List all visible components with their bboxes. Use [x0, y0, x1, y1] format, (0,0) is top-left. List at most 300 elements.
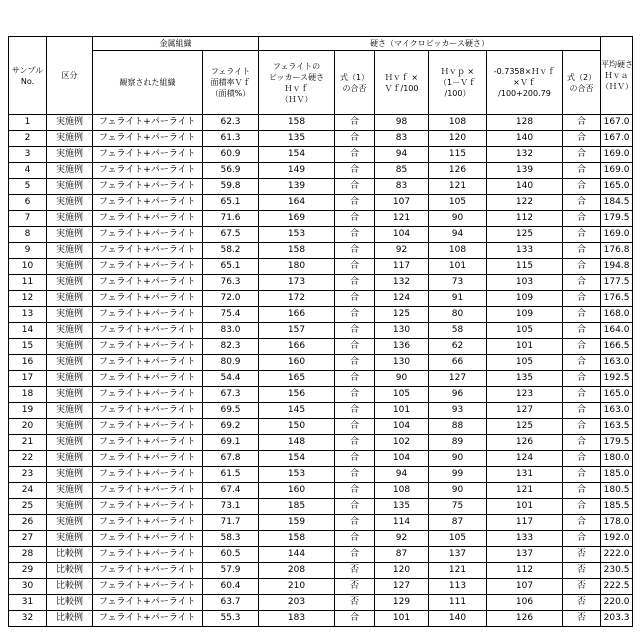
cell-kubun: 実施例 — [47, 339, 93, 355]
cell-structure: フェライト+パーライト — [93, 307, 203, 323]
cell-formula: 124 — [487, 451, 563, 467]
cell-eq2-pass: 否 — [563, 595, 601, 611]
cell-hvf-vf: 104 — [375, 419, 429, 435]
cell-eq1-pass: 合 — [335, 195, 375, 211]
cell-formula: 123 — [487, 387, 563, 403]
cell-hvf-vf: 114 — [375, 515, 429, 531]
cell-structure: フェライト+パーライト — [93, 563, 203, 579]
cell-ferrite-hv: 203 — [259, 595, 335, 611]
cell-avg-hardness: 192.0 — [601, 531, 633, 547]
cell-sample-no: 10 — [9, 259, 47, 275]
table-row — [9, 115, 633, 131]
cell-eq1-pass: 合 — [335, 483, 375, 499]
cell-sample-no: 32 — [9, 611, 47, 627]
cell-eq2-pass: 合 — [563, 419, 601, 435]
table-row — [9, 467, 633, 483]
cell-ferrite-area: 57.9 — [203, 563, 259, 579]
cell-structure: フェライト+パーライト — [93, 451, 203, 467]
cell-ferrite-area: 67.3 — [203, 387, 259, 403]
cell-eq2-pass: 否 — [563, 611, 601, 627]
table-row — [9, 403, 633, 419]
cell-structure: フェライト+パーライト — [93, 435, 203, 451]
cell-eq1-pass: 合 — [335, 419, 375, 435]
cell-ferrite-area: 69.1 — [203, 435, 259, 451]
cell-kubun: 比較例 — [47, 547, 93, 563]
cell-eq2-pass: 合 — [563, 147, 601, 163]
table-row — [9, 579, 633, 595]
cell-structure: フェライト+パーライト — [93, 115, 203, 131]
header-hvf-vf: Ｈｖｆ × Ｖｆ/100 — [375, 51, 429, 115]
cell-hvf-vf: 101 — [375, 611, 429, 627]
cell-structure: フェライト+パーライト — [93, 579, 203, 595]
cell-eq2-pass: 合 — [563, 451, 601, 467]
table-row — [9, 387, 633, 403]
table-row — [9, 259, 633, 275]
cell-formula: 133 — [487, 531, 563, 547]
cell-kubun: 実施例 — [47, 387, 93, 403]
cell-hvf-vf: 127 — [375, 579, 429, 595]
table-row — [9, 515, 633, 531]
cell-eq1-pass: 合 — [335, 387, 375, 403]
cell-ferrite-hv: 156 — [259, 387, 335, 403]
cell-eq2-pass: 合 — [563, 179, 601, 195]
cell-formula: 127 — [487, 403, 563, 419]
cell-formula: 103 — [487, 275, 563, 291]
cell-hvp: 115 — [429, 147, 487, 163]
cell-hvp: 111 — [429, 595, 487, 611]
cell-formula: 131 — [487, 467, 563, 483]
table-row — [9, 371, 633, 387]
table-row — [9, 435, 633, 451]
table-row — [9, 179, 633, 195]
cell-ferrite-area: 62.3 — [203, 115, 259, 131]
cell-kubun: 実施例 — [47, 467, 93, 483]
cell-eq2-pass: 合 — [563, 531, 601, 547]
cell-ferrite-hv: 165 — [259, 371, 335, 387]
cell-formula: 128 — [487, 115, 563, 131]
cell-avg-hardness: 166.5 — [601, 339, 633, 355]
cell-eq1-pass: 合 — [335, 259, 375, 275]
cell-eq1-pass: 否 — [335, 579, 375, 595]
cell-avg-hardness: 164.0 — [601, 323, 633, 339]
cell-hvp: 75 — [429, 499, 487, 515]
data-table-container — [8, 36, 632, 627]
cell-hvp: 127 — [429, 371, 487, 387]
cell-avg-hardness: 163.0 — [601, 403, 633, 419]
cell-avg-hardness: 167.0 — [601, 115, 633, 131]
cell-hvp: 91 — [429, 291, 487, 307]
cell-eq2-pass: 合 — [563, 371, 601, 387]
cell-hvp: 99 — [429, 467, 487, 483]
cell-eq1-pass: 合 — [335, 355, 375, 371]
cell-avg-hardness: 180.5 — [601, 483, 633, 499]
cell-eq2-pass: 否 — [563, 563, 601, 579]
cell-hvf-vf: 130 — [375, 323, 429, 339]
cell-kubun: 実施例 — [47, 179, 93, 195]
cell-hvp: 105 — [429, 531, 487, 547]
cell-hvf-vf: 92 — [375, 531, 429, 547]
cell-hvf-vf: 117 — [375, 259, 429, 275]
cell-avg-hardness: 203.3 — [601, 611, 633, 627]
cell-formula: 109 — [487, 307, 563, 323]
table-row — [9, 275, 633, 291]
cell-hvf-vf: 83 — [375, 179, 429, 195]
cell-ferrite-area: 76.3 — [203, 275, 259, 291]
cell-hvp: 108 — [429, 243, 487, 259]
cell-sample-no: 17 — [9, 371, 47, 387]
cell-ferrite-hv: 149 — [259, 163, 335, 179]
cell-ferrite-area: 82.3 — [203, 339, 259, 355]
cell-hvf-vf: 101 — [375, 403, 429, 419]
cell-hvf-vf: 107 — [375, 195, 429, 211]
cell-sample-no: 13 — [9, 307, 47, 323]
cell-formula: 132 — [487, 147, 563, 163]
cell-kubun: 実施例 — [47, 371, 93, 387]
table-row — [9, 163, 633, 179]
cell-structure: フェライト+パーライト — [93, 387, 203, 403]
cell-avg-hardness: 165.0 — [601, 179, 633, 195]
cell-eq1-pass: 合 — [335, 499, 375, 515]
table-body — [9, 115, 633, 627]
cell-ferrite-area: 60.4 — [203, 579, 259, 595]
cell-sample-no: 30 — [9, 579, 47, 595]
cell-ferrite-hv: 148 — [259, 435, 335, 451]
cell-formula: 140 — [487, 131, 563, 147]
cell-structure: フェライト+パーライト — [93, 211, 203, 227]
table-row — [9, 531, 633, 547]
cell-structure: フェライト+パーライト — [93, 403, 203, 419]
cell-eq1-pass: 合 — [335, 243, 375, 259]
cell-ferrite-hv: 157 — [259, 323, 335, 339]
cell-hvf-vf: 83 — [375, 131, 429, 147]
cell-ferrite-area: 73.1 — [203, 499, 259, 515]
cell-kubun: 実施例 — [47, 227, 93, 243]
cell-sample-no: 8 — [9, 227, 47, 243]
cell-hvf-vf: 92 — [375, 243, 429, 259]
cell-kubun: 実施例 — [47, 243, 93, 259]
cell-sample-no: 22 — [9, 451, 47, 467]
cell-avg-hardness: 194.8 — [601, 259, 633, 275]
header-avg-hardness: 平均硬さ Ｈｖａ （ＨＶ） — [601, 37, 633, 115]
cell-ferrite-area: 80.9 — [203, 355, 259, 371]
cell-hvp: 94 — [429, 227, 487, 243]
cell-sample-no: 24 — [9, 483, 47, 499]
cell-formula: 105 — [487, 355, 563, 371]
cell-sample-no: 28 — [9, 547, 47, 563]
cell-eq2-pass: 合 — [563, 355, 601, 371]
cell-hvp: 126 — [429, 163, 487, 179]
table-row — [9, 131, 633, 147]
cell-hvf-vf: 105 — [375, 387, 429, 403]
table-row — [9, 595, 633, 611]
table-row — [9, 499, 633, 515]
cell-avg-hardness: 176.8 — [601, 243, 633, 259]
cell-ferrite-area: 58.2 — [203, 243, 259, 259]
cell-formula: 117 — [487, 515, 563, 531]
cell-sample-no: 27 — [9, 531, 47, 547]
cell-avg-hardness: 192.5 — [601, 371, 633, 387]
cell-kubun: 実施例 — [47, 131, 93, 147]
cell-eq2-pass: 合 — [563, 163, 601, 179]
header-metal-structure: 金属組織 — [93, 37, 259, 51]
cell-eq2-pass: 否 — [563, 547, 601, 563]
cell-kubun: 比較例 — [47, 563, 93, 579]
cell-eq1-pass: 合 — [335, 307, 375, 323]
cell-hvp: 73 — [429, 275, 487, 291]
cell-hvp: 90 — [429, 483, 487, 499]
cell-formula: 126 — [487, 611, 563, 627]
cell-hvp: 120 — [429, 131, 487, 147]
cell-ferrite-hv: 172 — [259, 291, 335, 307]
cell-avg-hardness: 230.5 — [601, 563, 633, 579]
cell-eq1-pass: 合 — [335, 147, 375, 163]
cell-hvp: 121 — [429, 179, 487, 195]
table-row — [9, 451, 633, 467]
cell-eq1-pass: 合 — [335, 467, 375, 483]
table-row — [9, 563, 633, 579]
cell-eq1-pass: 合 — [335, 291, 375, 307]
cell-kubun: 実施例 — [47, 355, 93, 371]
cell-eq2-pass: 合 — [563, 403, 601, 419]
cell-hvp: 113 — [429, 579, 487, 595]
cell-eq2-pass: 合 — [563, 339, 601, 355]
table-row — [9, 483, 633, 499]
cell-structure: フェライト+パーライト — [93, 131, 203, 147]
cell-ferrite-area: 59.8 — [203, 179, 259, 195]
cell-sample-no: 21 — [9, 435, 47, 451]
cell-structure: フェライト+パーライト — [93, 339, 203, 355]
cell-hvp: 96 — [429, 387, 487, 403]
cell-eq2-pass: 合 — [563, 211, 601, 227]
cell-ferrite-area: 65.1 — [203, 259, 259, 275]
cell-ferrite-area: 67.5 — [203, 227, 259, 243]
cell-hvp: 90 — [429, 451, 487, 467]
cell-ferrite-area: 71.6 — [203, 211, 259, 227]
cell-ferrite-hv: 166 — [259, 339, 335, 355]
cell-sample-no: 29 — [9, 563, 47, 579]
cell-formula: 137 — [487, 547, 563, 563]
cell-avg-hardness: 165.0 — [601, 387, 633, 403]
cell-kubun: 比較例 — [47, 595, 93, 611]
table-row — [9, 291, 633, 307]
cell-ferrite-hv: 173 — [259, 275, 335, 291]
cell-sample-no: 20 — [9, 419, 47, 435]
cell-sample-no: 11 — [9, 275, 47, 291]
cell-eq1-pass: 否 — [335, 595, 375, 611]
cell-kubun: 実施例 — [47, 435, 93, 451]
cell-structure: フェライト+パーライト — [93, 515, 203, 531]
cell-ferrite-area: 63.7 — [203, 595, 259, 611]
cell-ferrite-area: 56.9 — [203, 163, 259, 179]
cell-avg-hardness: 179.5 — [601, 435, 633, 451]
cell-avg-hardness: 176.5 — [601, 291, 633, 307]
cell-avg-hardness: 169.0 — [601, 147, 633, 163]
cell-eq2-pass: 合 — [563, 323, 601, 339]
cell-ferrite-hv: 210 — [259, 579, 335, 595]
table-row — [9, 243, 633, 259]
cell-kubun: 実施例 — [47, 531, 93, 547]
table-row — [9, 547, 633, 563]
cell-ferrite-hv: 159 — [259, 515, 335, 531]
cell-kubun: 実施例 — [47, 499, 93, 515]
cell-hvf-vf: 85 — [375, 163, 429, 179]
header-eq1-pass: 式（1） の合否 — [335, 51, 375, 115]
table-row — [9, 323, 633, 339]
cell-kubun: 実施例 — [47, 307, 93, 323]
cell-sample-no: 25 — [9, 499, 47, 515]
cell-hvp: 108 — [429, 115, 487, 131]
cell-structure: フェライト+パーライト — [93, 195, 203, 211]
cell-ferrite-area: 58.3 — [203, 531, 259, 547]
cell-formula: 140 — [487, 179, 563, 195]
cell-hvp: 62 — [429, 339, 487, 355]
cell-avg-hardness: 220.0 — [601, 595, 633, 611]
cell-structure: フェライト+パーライト — [93, 595, 203, 611]
cell-sample-no: 31 — [9, 595, 47, 611]
cell-formula: 112 — [487, 563, 563, 579]
cell-hvp: 140 — [429, 611, 487, 627]
cell-hvp: 137 — [429, 547, 487, 563]
cell-structure: フェライト+パーライト — [93, 499, 203, 515]
cell-eq1-pass: 合 — [335, 515, 375, 531]
cell-hvf-vf: 130 — [375, 355, 429, 371]
header-ferrite-area: フェライト 面積率Ｖｆ （面積%） — [203, 51, 259, 115]
cell-ferrite-hv: 160 — [259, 355, 335, 371]
cell-structure: フェライト+パーライト — [93, 243, 203, 259]
cell-eq1-pass: 合 — [335, 611, 375, 627]
cell-sample-no: 18 — [9, 387, 47, 403]
header-ferrite-hv: フェライトの ビッカース硬さ Ｈｖｆ （ＨＶ） — [259, 51, 335, 115]
cell-hvp: 58 — [429, 323, 487, 339]
cell-hvf-vf: 90 — [375, 371, 429, 387]
cell-hvp: 88 — [429, 419, 487, 435]
cell-hvp: 66 — [429, 355, 487, 371]
cell-formula: 112 — [487, 211, 563, 227]
cell-ferrite-hv: 145 — [259, 403, 335, 419]
cell-avg-hardness: 163.5 — [601, 419, 633, 435]
header-hardness-group: 硬さ（マイクロビッカース硬さ） — [259, 37, 601, 51]
cell-kubun: 実施例 — [47, 323, 93, 339]
cell-formula: 125 — [487, 419, 563, 435]
cell-ferrite-area: 83.0 — [203, 323, 259, 339]
hardness-table — [8, 36, 633, 627]
cell-avg-hardness: 185.5 — [601, 499, 633, 515]
cell-hvp: 93 — [429, 403, 487, 419]
cell-eq1-pass: 合 — [335, 403, 375, 419]
cell-avg-hardness: 179.5 — [601, 211, 633, 227]
cell-eq2-pass: 合 — [563, 387, 601, 403]
cell-hvf-vf: 132 — [375, 275, 429, 291]
cell-structure: フェライト+パーライト — [93, 163, 203, 179]
cell-eq1-pass: 合 — [335, 275, 375, 291]
cell-eq2-pass: 否 — [563, 579, 601, 595]
cell-hvp: 101 — [429, 259, 487, 275]
cell-hvf-vf: 94 — [375, 467, 429, 483]
cell-kubun: 実施例 — [47, 115, 93, 131]
cell-ferrite-area: 60.5 — [203, 547, 259, 563]
cell-eq1-pass: 合 — [335, 531, 375, 547]
cell-ferrite-area: 54.4 — [203, 371, 259, 387]
cell-hvf-vf: 125 — [375, 307, 429, 323]
cell-sample-no: 23 — [9, 467, 47, 483]
cell-eq1-pass: 合 — [335, 371, 375, 387]
cell-hvf-vf: 108 — [375, 483, 429, 499]
cell-ferrite-hv: 150 — [259, 419, 335, 435]
cell-structure: フェライト+パーライト — [93, 147, 203, 163]
cell-hvf-vf: 94 — [375, 147, 429, 163]
cell-sample-no: 5 — [9, 179, 47, 195]
cell-sample-no: 6 — [9, 195, 47, 211]
cell-ferrite-hv: 158 — [259, 115, 335, 131]
cell-eq2-pass: 合 — [563, 115, 601, 131]
cell-structure: フェライト+パーライト — [93, 259, 203, 275]
cell-structure: フェライト+パーライト — [93, 467, 203, 483]
cell-kubun: 比較例 — [47, 579, 93, 595]
cell-structure: フェライト+パーライト — [93, 371, 203, 387]
cell-sample-no: 15 — [9, 339, 47, 355]
cell-ferrite-area: 60.9 — [203, 147, 259, 163]
cell-sample-no: 2 — [9, 131, 47, 147]
cell-ferrite-area: 61.5 — [203, 467, 259, 483]
cell-formula: 126 — [487, 435, 563, 451]
cell-hvp: 80 — [429, 307, 487, 323]
cell-ferrite-hv: 135 — [259, 131, 335, 147]
cell-structure: フェライト+パーライト — [93, 323, 203, 339]
cell-ferrite-hv: 160 — [259, 483, 335, 499]
cell-formula: 139 — [487, 163, 563, 179]
cell-formula: 133 — [487, 243, 563, 259]
cell-avg-hardness: 222.5 — [601, 579, 633, 595]
cell-avg-hardness: 168.0 — [601, 307, 633, 323]
cell-ferrite-area: 55.3 — [203, 611, 259, 627]
cell-sample-no: 12 — [9, 291, 47, 307]
cell-formula: 106 — [487, 595, 563, 611]
cell-sample-no: 7 — [9, 211, 47, 227]
cell-hvf-vf: 129 — [375, 595, 429, 611]
cell-hvf-vf: 104 — [375, 451, 429, 467]
cell-hvf-vf: 87 — [375, 547, 429, 563]
cell-ferrite-hv: 153 — [259, 467, 335, 483]
cell-ferrite-hv: 169 — [259, 211, 335, 227]
cell-eq2-pass: 合 — [563, 195, 601, 211]
cell-avg-hardness: 178.0 — [601, 515, 633, 531]
cell-eq2-pass: 合 — [563, 307, 601, 323]
table-header — [9, 37, 633, 115]
cell-structure: フェライト+パーライト — [93, 419, 203, 435]
table-row — [9, 419, 633, 435]
cell-sample-no: 26 — [9, 515, 47, 531]
cell-eq1-pass: 合 — [335, 163, 375, 179]
cell-eq2-pass: 合 — [563, 467, 601, 483]
cell-kubun: 実施例 — [47, 515, 93, 531]
cell-ferrite-area: 72.0 — [203, 291, 259, 307]
table-row — [9, 611, 633, 627]
header-sample-no: サンプル No. — [9, 37, 47, 115]
cell-ferrite-area: 69.5 — [203, 403, 259, 419]
cell-formula: 101 — [487, 339, 563, 355]
table-row — [9, 211, 633, 227]
cell-kubun: 実施例 — [47, 163, 93, 179]
cell-eq2-pass: 合 — [563, 131, 601, 147]
cell-ferrite-area: 67.4 — [203, 483, 259, 499]
cell-eq1-pass: 合 — [335, 339, 375, 355]
cell-ferrite-hv: 164 — [259, 195, 335, 211]
header-kubun: 区分 — [47, 37, 93, 115]
cell-hvf-vf: 102 — [375, 435, 429, 451]
cell-kubun: 実施例 — [47, 291, 93, 307]
cell-hvp: 105 — [429, 195, 487, 211]
cell-kubun: 実施例 — [47, 211, 93, 227]
